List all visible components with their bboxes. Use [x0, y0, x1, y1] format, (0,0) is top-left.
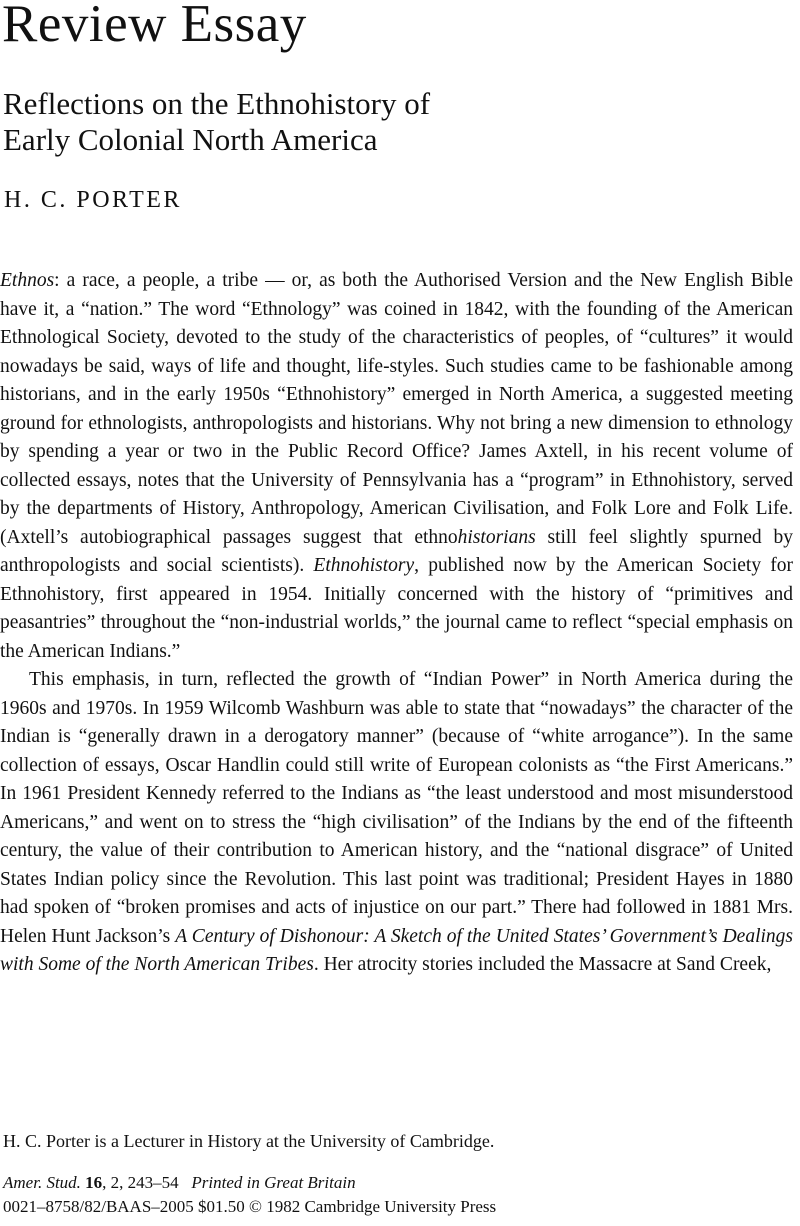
citation-block [3, 1171, 793, 1219]
book-title: A Century of Dishonour: A Sketch of the United States’ Government’s Dealings with Some of the North American Tribes [0, 925, 793, 975]
text-run: , published now by the American Society for Ethnohistory, first appeared in 1954. Initially concerned with the history of “primitives and peasantries” throughout the “non-industrial worlds,” the journal came to reflect “special emphasis on the American Indians.” [0, 555, 793, 662]
text-run: . Her atrocity stories included the Massacre at Sand Creek, [313, 954, 772, 975]
text-run: still feel slightly spurned by anthropologists and social scientists). [0, 526, 793, 576]
italic-term: historians [457, 526, 536, 548]
italic-term: Ethnos [0, 270, 55, 291]
paragraph-1 [0, 267, 793, 666]
text-run: This emphasis, in turn, reflected the growth of “Indian Power” in North America during the 1960s and 1970s. In 1959 Wilcomb Washburn was able to state that “nowadays” the character of the Indian is “generally drawn in a derogatory manner” (because of “white arrogance”). In the same collection of essays, Oscar Handlin could still write of European colonists as “the First Americans.” In 1961 President Kennedy referred to the Indians as “the least understood and most misunderstood Americans,” and went on to stress the “high civilisation” of the Indians by the end of the fifteenth century, the value of their contribution to American history, and the “national disgrace” of United States Indian policy since the Revolution. This last point was traditional; President Hayes in 1880 had spoken of “broken promises and acts of injustice on our part.” There had followed in 1881 Mrs. Helen Hunt Jackson’s [0, 669, 793, 947]
issue-pages: , 2, 243–54 [102, 1173, 179, 1192]
article-body [0, 267, 793, 980]
text-run: : a race, a people, a tribe — or, as both the Authorised Version and the New English Bible have it, a “nation.” The word “Ethnology” was coined in 1842, with the founding of the American Ethnological Society, devoted to the study of the characteristics of peoples, of “cultures” it would nowadays be said, ways of life and thought, life-styles. Such studies came to be fashionable among historians, and in the early 1950s “Ethnohistory” emerged in North America, a suggested meeting ground for ethnologists, anthropologists and historians. Why not bring a new dimension to ethnology by spending a year or two in the Public Record Office? James Axtell, in his recent volume of collected essays, notes that the University of Pennsylvania has a “program” in Ethnohistory, served by the departments of History, Anthropology, American Civilisation, and Folk Lore and Folk Life. (Axtell’s autobiographical passages suggest that ethno [0, 270, 793, 548]
citation-line-1 [3, 1171, 793, 1195]
section-title: Review Essay [2, 0, 307, 53]
journal-abbrev: Amer. Stud. [3, 1173, 81, 1192]
author-name: H. C. PORTER [4, 187, 182, 213]
article-title-line-2: Early Colonial North America [3, 122, 378, 157]
volume-number: 16 [85, 1173, 103, 1192]
printed-in: Printed in Great Britain [191, 1173, 356, 1192]
article-title [3, 86, 430, 158]
citation-line-2: 0021–8758/82/BAAS–2005 $01.50 © 1982 Cambridge University Press [3, 1197, 497, 1216]
article-title-line-1: Reflections on the Ethnohistory of [3, 86, 431, 121]
paragraph-2 [0, 666, 793, 980]
journal-title: Ethnohistory [313, 555, 415, 576]
author-footnote: H. C. Porter is a Lecturer in History at the University of Cambridge. [3, 1131, 495, 1151]
